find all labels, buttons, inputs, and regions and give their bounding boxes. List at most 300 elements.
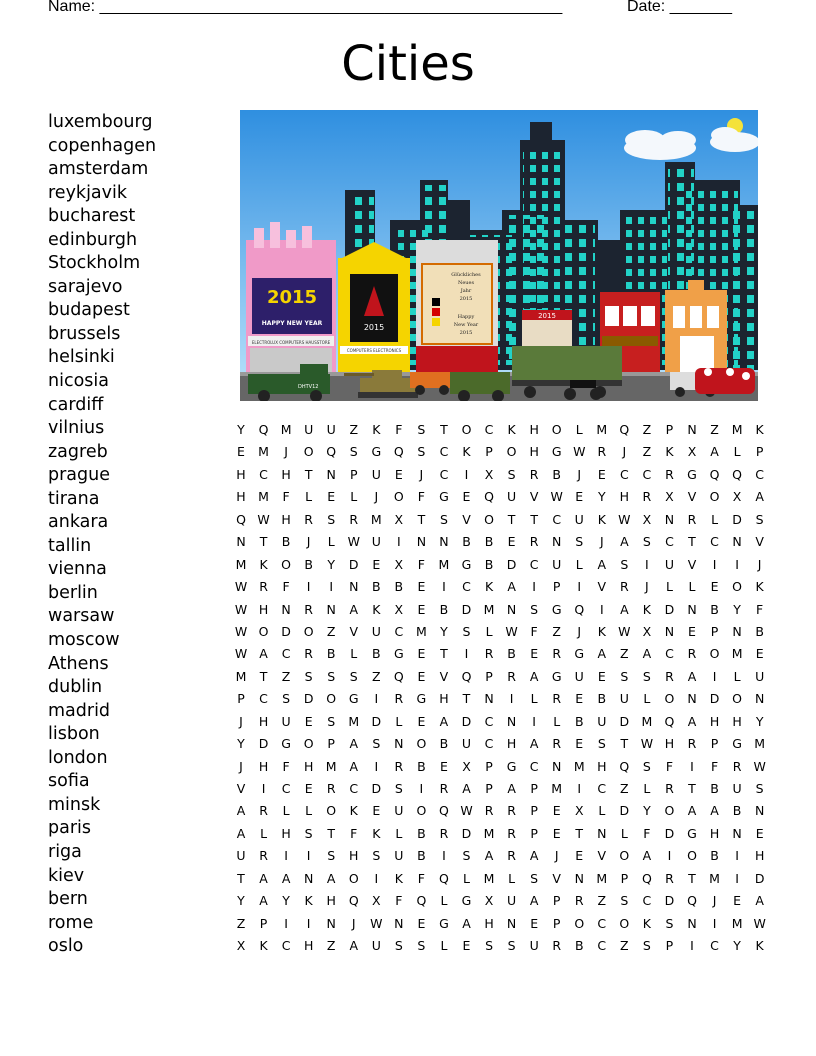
grid-letter: C [394, 623, 404, 639]
grid-letter: S [462, 623, 471, 639]
word-list-item: paris [48, 818, 92, 839]
grid-letter: I [397, 534, 401, 550]
billboard-right-text-6: New Year [453, 322, 479, 328]
grid-letter: F [710, 758, 719, 774]
grid-letter: N [687, 915, 697, 931]
word-list-item: sarajevo [48, 276, 123, 297]
grid-row [230, 621, 770, 643]
grid-letter: I [442, 848, 446, 864]
billboard-right-text-1: Glückliches [451, 272, 481, 278]
grid-letter: D [754, 870, 765, 886]
billboard-right-text-4: 2015 [459, 296, 473, 302]
grid-letter: H [506, 736, 517, 752]
grid-letter: C [665, 534, 674, 550]
grid-letter: V [439, 668, 449, 684]
grid-letter: P [552, 893, 561, 909]
grid-letter: W [234, 601, 248, 617]
grid-letter: U [597, 713, 607, 729]
grid-letter: H [439, 691, 449, 707]
grid-letter: E [417, 579, 426, 595]
word-list-item: berlin [48, 582, 98, 603]
billboard-right-text-3: Jahr [460, 288, 472, 294]
grid-letter: Z [620, 646, 629, 662]
grid-letter: Z [620, 781, 629, 796]
grid-letter: W [234, 579, 248, 595]
grid-letter: J [712, 893, 717, 909]
grid-letter: S [530, 601, 539, 617]
grid-letter: Y [733, 601, 741, 617]
grid-letter: X [687, 444, 697, 460]
grid-letter: A [349, 938, 359, 954]
grid-letter: J [599, 534, 604, 550]
grid-letter: G [371, 444, 382, 460]
grid-letter: G [439, 489, 449, 505]
billboard-left-year: 2015 [266, 287, 318, 308]
grid-letter: B [281, 534, 291, 550]
grid-row [230, 554, 770, 576]
grid-letter: I [284, 848, 288, 864]
grid-letter: C [462, 579, 471, 595]
grid-letter: M [754, 736, 766, 752]
grid-row [230, 756, 770, 778]
grid-letter: N [326, 601, 336, 617]
grid-letter: J [577, 466, 582, 482]
grid-letter: A [462, 915, 471, 931]
grid-letter: A [642, 646, 652, 662]
grid-letter: R [304, 601, 313, 617]
grid-letter: R [259, 803, 268, 819]
grid-letter: O [732, 691, 743, 707]
grid-letter: P [327, 736, 335, 752]
grid-letter: S [620, 556, 629, 572]
grid-letter: X [574, 803, 584, 819]
grid-letter: T [237, 870, 245, 886]
grid-letter: N [732, 623, 742, 639]
grid-letter: A [259, 870, 268, 886]
grid-letter: B [417, 848, 426, 864]
grid-letter: T [327, 825, 335, 841]
grid-letter: C [529, 556, 539, 572]
grid-letter: N [687, 691, 697, 707]
grid-letter: A [687, 803, 697, 819]
grid-letter: I [419, 781, 424, 796]
grid-letter: O [303, 623, 314, 639]
grid-letter: C [281, 781, 291, 796]
grid-letter: V [529, 489, 539, 505]
grid-letter: I [464, 646, 469, 662]
grid-letter: I [599, 601, 604, 617]
grid-letter: B [484, 534, 494, 550]
grid-letter: T [440, 646, 448, 662]
grid-letter: S [620, 893, 629, 909]
grid-letter: J [284, 444, 288, 460]
grid-letter: Y [755, 713, 764, 729]
grid-letter: R [259, 579, 268, 595]
grid-letter: V [755, 534, 764, 550]
grid-letter: R [574, 893, 584, 909]
date-field-label: Date: _______ [627, 0, 732, 15]
yellow-building [338, 242, 410, 375]
grid-letter: A [755, 893, 764, 909]
grid-letter: L [350, 489, 358, 505]
grid-letter: A [507, 579, 516, 595]
grid-letter: M [325, 758, 337, 774]
grid-letter: S [327, 713, 336, 729]
grid-letter: I [712, 556, 717, 572]
grid-letter: U [755, 668, 765, 684]
grid-letter: V [552, 870, 561, 886]
grid-letter: U [371, 938, 381, 954]
grid-letter: H [709, 713, 720, 729]
grid-letter: R [552, 938, 562, 954]
grid-letter: R [394, 758, 404, 774]
grid-letter: S [394, 781, 403, 796]
grid-letter: U [574, 668, 584, 684]
grid-letter: I [645, 556, 649, 572]
grid-letter: L [643, 781, 651, 796]
grid-letter: O [709, 489, 720, 505]
grid-letter: T [462, 691, 471, 707]
grid-letter: B [417, 825, 426, 841]
grid-letter: K [597, 511, 606, 527]
grid-letter: L [463, 870, 470, 886]
grid-letter: V [687, 489, 697, 505]
grid-letter: E [462, 489, 471, 505]
grid-letter: T [688, 781, 696, 796]
grid-letter: F [282, 758, 290, 774]
grid-letter: L [282, 803, 290, 819]
grid-letter: H [258, 758, 269, 774]
grid-letter: C [755, 466, 764, 482]
grid-letter: A [620, 601, 629, 617]
grid-letter: B [439, 601, 449, 617]
grid-letter: K [755, 579, 764, 595]
grid-letter: X [642, 623, 652, 639]
grid-letter: H [281, 825, 291, 841]
word-list-item: lisbon [48, 724, 100, 745]
grid-letter: M [348, 713, 360, 729]
grid-letter: B [394, 579, 404, 595]
word-list-item: amsterdam [48, 159, 149, 180]
grid-letter: S [372, 848, 381, 864]
word-list-item: madrid [48, 700, 111, 721]
grid-letter: J [239, 713, 243, 729]
grid-letter: K [507, 422, 516, 437]
grid-letter: M [731, 915, 743, 931]
grid-letter: S [642, 668, 651, 684]
grid-letter: I [712, 915, 717, 931]
grid-letter: M [641, 713, 653, 729]
grid-letter: Z [326, 938, 336, 954]
grid-letter: L [711, 511, 719, 527]
grid-letter: R [394, 691, 404, 707]
name-field-label: Name: ____________________________________________________ [48, 0, 563, 15]
grid-letter: A [236, 803, 246, 819]
grid-letter: B [484, 556, 494, 572]
grid-row [230, 778, 770, 800]
grid-letter: D [348, 556, 359, 572]
grid-letter: N [236, 534, 246, 550]
grid-letter: R [687, 646, 697, 662]
word-list-item: warsaw [48, 606, 115, 627]
grid-letter: F [665, 758, 674, 774]
grid-letter: N [732, 534, 742, 550]
grid-letter: M [258, 444, 269, 460]
grid-letter: H [236, 466, 246, 482]
grid-letter: B [552, 466, 561, 482]
grid-letter: V [236, 781, 246, 796]
grid-letter: A [529, 668, 539, 684]
grid-letter: T [530, 511, 538, 527]
grid-letter: E [394, 466, 403, 482]
grid-letter: O [619, 848, 630, 864]
grid-letter: K [484, 579, 494, 595]
grid-letter: C [259, 691, 268, 707]
word-list-item: nicosia [48, 371, 109, 392]
grid-letter: D [258, 736, 269, 752]
grid-letter: E [575, 691, 584, 707]
grid-letter: O [258, 623, 269, 639]
word-list-item: prague [48, 465, 110, 486]
grid-letter: X [484, 893, 494, 909]
grid-letter: R [259, 848, 268, 864]
grid-letter: N [687, 601, 697, 617]
word-list-item: copenhagen [48, 135, 157, 156]
grid-letter: N [664, 511, 675, 527]
grid-letter: N [349, 579, 359, 595]
parade-figures [695, 368, 755, 394]
grid-letter: Q [687, 893, 697, 909]
grid-letter: G [687, 466, 697, 482]
grid-letter: Z [642, 444, 652, 460]
grid-letter: S [642, 534, 651, 550]
grid-letter: R [529, 534, 539, 550]
grid-letter: N [687, 422, 697, 437]
grid-letter: U [371, 534, 381, 550]
grid-letter: C [484, 422, 494, 437]
grid-row [230, 688, 770, 710]
grid-letter: B [439, 736, 449, 752]
grid-letter: L [665, 579, 673, 595]
header-line [48, 0, 768, 20]
grid-letter: I [735, 870, 739, 886]
grid-letter: F [282, 489, 290, 505]
grid-letter: V [462, 511, 471, 527]
grid-letter: R [552, 736, 562, 752]
word-list-item: bucharest [48, 206, 136, 227]
grid-letter: S [507, 466, 516, 482]
grid-letter: P [485, 668, 493, 684]
grid-letter: C [439, 444, 449, 460]
grid-row [230, 464, 770, 486]
grid-letter: N [754, 803, 765, 819]
grid-letter: U [394, 803, 404, 819]
grid-letter: N [597, 825, 607, 841]
grid-letter: R [507, 825, 516, 841]
grid-letter: A [484, 848, 494, 864]
grid-letter: H [303, 758, 314, 774]
grid-letter: G [506, 758, 517, 774]
word-list-item: zagreb [48, 441, 108, 462]
word-list-item: vienna [48, 559, 107, 580]
grid-letter: N [552, 758, 562, 774]
grid-letter: B [574, 938, 584, 954]
grid-letter: P [349, 466, 358, 482]
grid-letter: P [237, 691, 245, 707]
grid-letter: K [304, 893, 313, 909]
grid-letter: O [303, 444, 314, 460]
grid-letter: X [484, 466, 494, 482]
grid-letter: F [417, 489, 425, 505]
grid-letter: H [349, 848, 359, 864]
grid-letter: K [259, 556, 268, 572]
grid-letter: Z [236, 915, 246, 931]
grid-letter: U [507, 893, 517, 909]
grid-letter: Y [643, 803, 651, 819]
grid-letter: Q [439, 803, 449, 819]
grid-letter: I [690, 758, 694, 774]
grid-row [230, 599, 770, 621]
grid-letter: I [712, 668, 717, 684]
grid-letter: P [665, 938, 674, 954]
grid-letter: Q [484, 489, 494, 505]
word-list-item: luxembourg [48, 112, 153, 132]
grid-letter: E [237, 444, 245, 460]
grid-letter: U [529, 938, 539, 954]
grid-letter: L [350, 646, 358, 662]
grid-letter: H [529, 444, 539, 460]
word-list-item: tallin [48, 535, 92, 556]
grid-row [230, 711, 770, 733]
grid-letter: R [642, 489, 652, 505]
grid-letter: O [484, 511, 494, 527]
grid-letter: N [394, 915, 404, 931]
grid-letter: X [665, 489, 674, 505]
grid-letter: M [370, 511, 382, 527]
grid-letter: R [597, 444, 607, 460]
grid-letter: E [439, 758, 448, 774]
grid-letter: A [755, 489, 764, 505]
grid-letter: S [304, 825, 313, 841]
billboard-right-text-7: 2015 [459, 330, 473, 336]
grid-letter: P [530, 825, 538, 841]
grid-letter: S [304, 668, 313, 684]
grid-letter: I [577, 781, 582, 796]
grid-letter: L [395, 825, 403, 841]
grid-letter: P [665, 422, 674, 437]
grid-letter: L [485, 623, 493, 639]
grid-letter: W [257, 511, 270, 527]
grid-letter: H [597, 758, 607, 774]
billboard-left-caption: ELECTROLUX COMPUTERS HAUSSTORE [251, 340, 331, 345]
word-list-item: budapest [48, 300, 130, 321]
grid-letter: J [419, 466, 424, 482]
word-list-item: sofia [48, 771, 90, 792]
grid-letter: W [370, 915, 383, 931]
grid-row [230, 531, 770, 553]
grid-letter: C [552, 511, 562, 527]
grid-letter: R [349, 511, 359, 527]
grid-letter: F [395, 422, 403, 437]
grid-letter: E [417, 668, 426, 684]
grid-letter: A [439, 713, 449, 729]
grid-row [230, 643, 770, 665]
grid-letter: T [304, 466, 313, 482]
grid-letter: B [326, 646, 336, 662]
word-list-item: tirana [48, 488, 100, 509]
grid-letter: S [394, 938, 403, 954]
grid-letter: O [348, 870, 359, 886]
grid-letter: R [304, 646, 313, 662]
grid-letter: P [755, 444, 764, 460]
grid-letter: O [732, 579, 743, 595]
grid-letter: Q [641, 870, 652, 886]
grid-letter: A [529, 736, 539, 752]
grid-letter: G [394, 646, 404, 662]
grid-letter: Y [237, 893, 245, 909]
grid-letter: Y [237, 422, 245, 437]
grid-letter: J [306, 534, 311, 550]
grid-letter: W [753, 758, 766, 774]
grid-letter: Z [552, 623, 561, 639]
grid-letter: D [664, 601, 675, 617]
grid-letter: L [440, 893, 448, 909]
grid-letter: G [551, 601, 562, 617]
grid-letter: H [258, 601, 269, 617]
grid-letter: A [462, 781, 471, 796]
grid-letter: E [530, 646, 539, 662]
grid-letter: S [349, 444, 358, 460]
grid-letter: R [326, 781, 336, 796]
grid-letter: Q [619, 758, 630, 774]
grid-letter: L [327, 534, 335, 550]
grid-letter: T [688, 534, 696, 550]
grid-letter: F [756, 601, 764, 617]
grid-letter: N [754, 691, 765, 707]
grid-letter: I [690, 938, 694, 954]
grid-letter: K [642, 915, 651, 931]
grid-letter: U [236, 848, 246, 864]
grid-letter: Q [664, 713, 675, 729]
grid-letter: M [596, 422, 608, 437]
grid-letter: Y [237, 736, 245, 752]
grid-letter: Z [281, 668, 291, 684]
grid-letter: O [574, 915, 585, 931]
grid-letter: R [620, 579, 629, 595]
grid-letter: H [754, 848, 765, 864]
grid-letter: D [303, 691, 314, 707]
truck-label: DHTV12 [298, 384, 319, 390]
grid-letter: A [710, 803, 719, 819]
grid-letter: K [259, 938, 268, 954]
grid-letter: A [597, 556, 607, 572]
word-list-item: rome [48, 912, 94, 933]
grid-letter: I [464, 466, 469, 482]
grid-letter: R [552, 646, 562, 662]
grid-letter: H [258, 713, 269, 729]
grid-letter: K [755, 938, 764, 954]
word-list-item: Stockholm [48, 253, 141, 274]
grid-letter: G [439, 915, 449, 931]
grid-letter: Q [326, 444, 337, 460]
grid-letter: X [394, 556, 404, 572]
grid-letter: T [575, 825, 584, 841]
grid-letter: G [687, 825, 697, 841]
grid-letter: U [507, 489, 517, 505]
grid-letter: W [640, 736, 654, 752]
grid-letter: Z [620, 938, 629, 954]
grid-letter: B [710, 848, 719, 864]
